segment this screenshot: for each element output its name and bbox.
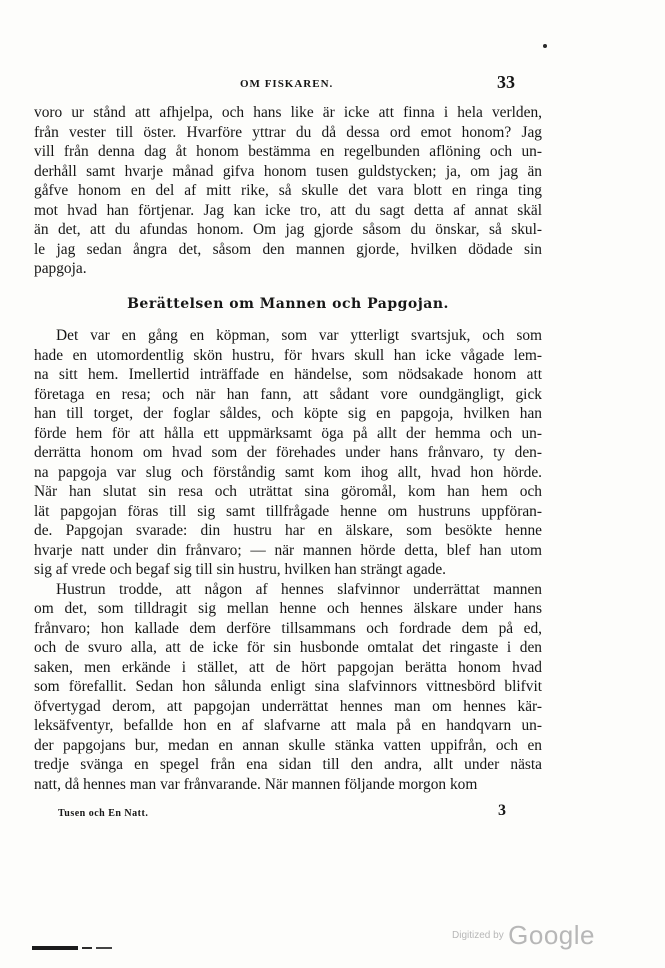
story-line: natt, då hennes man var frånvarande. När mannen följande morgon kom bbox=[34, 775, 478, 793]
intro-line: mot hvad han förtjenar. Jag kan icke tro, att du sagt detta af annat skäl bbox=[34, 201, 542, 219]
intro-line: vill från denna dag åt honom bestämma en regelbunden aflöning och un- bbox=[34, 143, 542, 160]
ink-smudge bbox=[32, 945, 122, 951]
story-line: saken, men erkände i stället, att de hört papgojan berätta honom hvad bbox=[34, 658, 542, 676]
story-line: som förefallit. Sedan hon sålunda enligt sina slafvinnors vittnesbörd blifvit bbox=[34, 678, 542, 695]
story-line: Hustrun trodde, att någon af hennes slafvinnor underrättat mannen bbox=[56, 580, 542, 598]
story-line: om det, som tilldragit sig mellan henne och hennes älskare under hans bbox=[34, 600, 542, 617]
story-line: na papgoja var slug och förståndig samt kom ihog allt, hvad hon hörde. bbox=[34, 463, 542, 481]
story-line: När han slutat sin resa och uträttat sina göromål, kom han hem och bbox=[34, 483, 542, 500]
story-line: och de svuro alla, att de icke för sin husbonde omtalat det ringaste i den bbox=[34, 639, 542, 656]
section-title: Berättelsen om Mannen och Papgojan. bbox=[127, 296, 449, 312]
story-line: han till torget, der foglar såldes, och köpte sig en papgoja, hvilken han bbox=[34, 405, 542, 422]
page-number: 33 bbox=[497, 72, 515, 92]
running-head: OM FISKAREN. bbox=[240, 78, 334, 90]
story-line: leksäfventyr, befallde hon en af slafvarne att mala på en handqvarn un- bbox=[34, 717, 542, 734]
story-line: tredje svänga en spegel från ena sidan till den andra, allt under nästa bbox=[34, 756, 542, 773]
intro-line: gåfve honom en del af mitt rike, så skulle det vara blott en ringa ting bbox=[34, 182, 542, 199]
story-line: lät papgojan föras till sig samt tillfrågade henne om hustruns uppföran- bbox=[34, 502, 542, 520]
story-text bbox=[34, 326, 542, 794]
story-line: sig af vrede och begaf sig till sin hustru, hvilken han strängt agade. bbox=[34, 561, 447, 578]
intro-line: från vester till öster. Hvarföre yttrar du då dessa ord emot honom? Jag bbox=[34, 123, 542, 141]
story-line: de. Papgojan svarade: din hustru har en älskare, som besökte henne bbox=[34, 522, 542, 539]
intro-line: papgoja. bbox=[34, 260, 87, 277]
story-line: frånvaro; hon kallade dem derföre tillsammans och fordrade dem på ed, bbox=[34, 619, 542, 637]
story-line: öfvertygad derom, att papgojan underrättat hennes man om hennes kär- bbox=[34, 697, 542, 715]
story-line: hade en utomordentlig skön hustru, för hvars skull han icke vågade lem- bbox=[34, 346, 542, 364]
story-line: derrätta honom om hvad som der förehades under hans frånvaro, ty den- bbox=[34, 444, 542, 461]
signature-line: Tusen och En Natt. bbox=[58, 808, 149, 819]
watermark-prefix: Digitized by bbox=[452, 930, 504, 941]
story-line: Det var en gång en köpman, som var ytterligt svartsjuk, och som bbox=[56, 327, 542, 344]
story-line: förde hem för att hålla ett uppmärksamt öga på allt der hemma och un- bbox=[34, 424, 542, 442]
story-line: företaga en resa; och när han fann, att sådant vore oundgängligt, gick bbox=[34, 385, 542, 403]
intro-line: än det, att du afundas honom. Om jag gjorde såsom du önskar, så skul- bbox=[34, 221, 542, 238]
digitized-watermark bbox=[452, 920, 595, 951]
story-line: na sitt hem. Imellertid inträffade en händelse, som nödsakade honom att bbox=[34, 366, 542, 383]
intro-line: le jag sedan ångra det, såsom den mannen gjorde, hvilken dödade sin bbox=[34, 240, 542, 258]
story-line: der papgojans bur, medan en annan skulle stänka vatten uppifrån, och en bbox=[34, 736, 542, 754]
intro-line: derhåll samt hvarje månad gifva honom tusen guldstycken; ja, om jag än bbox=[34, 162, 542, 180]
intro-line: voro ur stånd att afhjelpa, och hans like är icke att finna i hela verlden, bbox=[34, 104, 542, 121]
print-speck bbox=[543, 44, 547, 48]
signature-number: 3 bbox=[498, 802, 506, 819]
story-line: hvarje natt under din frånvaro; — när mannen hörde detta, blef han utom bbox=[34, 541, 542, 559]
intro-paragraph bbox=[34, 103, 542, 279]
google-logo: Google bbox=[508, 920, 595, 950]
